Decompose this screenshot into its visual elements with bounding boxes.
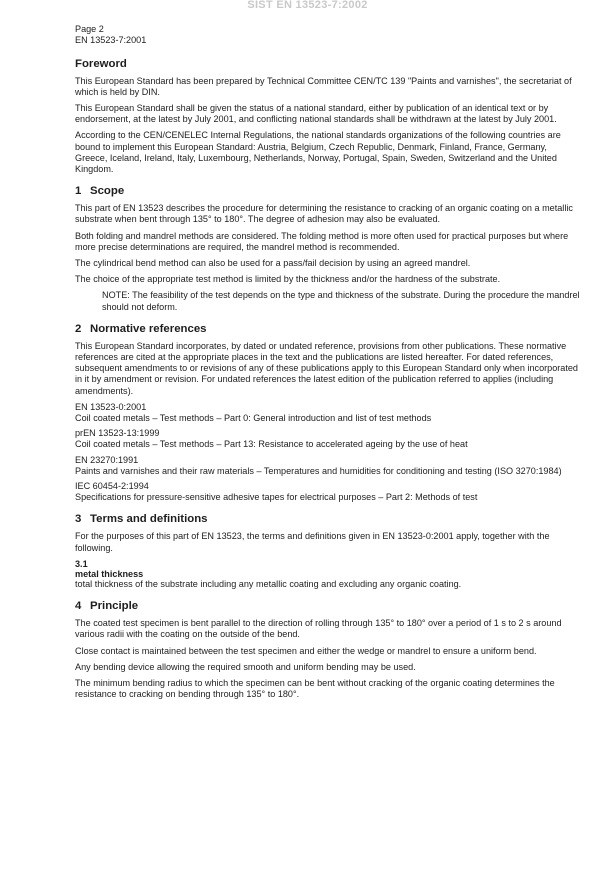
reference-item <box>75 481 580 503</box>
section-number: 4 <box>75 600 82 613</box>
reference-item <box>75 455 580 477</box>
foreword-paragraph: According to the CEN/CENELEC Internal Regulations, the national standards organizations of the following countries are bound to implement this European Standard: Austria, Belgium, Czech Republic, Denmark, Finland, France, Germany, Greece, Iceland, Ireland, Italy, Luxembourg, Netherlands, Norway, Portugal, Spain, Sweden, Switzerland and the United Kingdom. <box>75 130 561 175</box>
scope-paragraph: The cylindrical bend method can also be used for a pass/fail decision by using an agreed mandrel. <box>75 258 471 269</box>
page-header <box>75 24 580 46</box>
reference-title: Paints and varnishes and their raw materials – Temperatures and humidities for conditioning and testing (ISO 3270:1984) <box>75 465 562 476</box>
document-id: EN 13523-7:2001 <box>75 34 147 45</box>
normative-references-section <box>75 323 580 504</box>
reference-item <box>75 402 580 424</box>
reference-id: IEC 60454-2:1994 <box>75 481 149 492</box>
scope-paragraph: This part of EN 13523 describes the procedure for determining the resistance to cracking of an organic coating on a metallic substrate when bent through 135° to 180°. The degree of adhesion may also be evaluated. <box>75 203 573 225</box>
reference-title: Coil coated metals – Test methods – Part 13: Resistance to accelerated ageing by the use of heat <box>75 439 468 450</box>
principle-paragraph: The minimum bending radius to which the specimen can be bent without cracking of the organic coating determines the resistance to cracking on bending through 135° to 180°. <box>75 677 555 700</box>
document-page <box>75 24 580 710</box>
reference-id: EN 13523-0:2001 <box>75 401 147 412</box>
normative-intro: This European Standard incorporates, by dated or undated reference, provisions from other publications. These normative references are cited at the appropriate places in the text and the publications are listed hereafter. For dated references, subsequent amendments to or revisions of any of these publications apply to this European Standard only when incorporated in it by amendment or revision. For undated references the latest edition of the publication referred to applies (including amendments). <box>75 340 578 396</box>
scope-section <box>75 185 580 313</box>
reference-id: prEN 13523-13:1999 <box>75 428 160 439</box>
terms-heading <box>75 513 580 526</box>
term-number: 3.1 <box>75 558 88 569</box>
term-name: metal thickness <box>75 568 144 579</box>
section-title: Terms and definitions <box>90 513 208 526</box>
principle-section <box>75 600 580 700</box>
foreword-paragraph: This European Standard shall be given the status of a national standard, either by publication of an identical text or by endorsement, at the latest by July 2001, and conflicting national standards shall be withdrawn at the latest by July 2001. <box>75 103 557 125</box>
terms-intro: For the purposes of this part of EN 13523, the terms and definitions given in EN 13523-0:2001 apply, together with the following. <box>75 531 550 553</box>
page-number: Page 2 <box>75 24 104 34</box>
reference-title: Coil coated metals – Test methods – Part 0: General introduction and list of test methods <box>75 413 432 424</box>
reference-title: Specifications for pressure-sensitive adhesive tapes for electrical purposes – Part 2: Methods of test <box>75 492 478 503</box>
term-definition: total thickness of the substrate including any metallic coating and excluding any organic coating. <box>75 578 462 589</box>
principle-paragraph: Close contact is maintained between the test specimen and either the wedge or mandrel to ensure a uniform bend. <box>75 645 537 656</box>
reference-id: EN 23270:1991 <box>75 454 139 465</box>
section-title: Principle <box>90 600 139 613</box>
reference-item <box>75 428 580 450</box>
scope-paragraph: The choice of the appropriate test method is limited by the thickness and/or the hardness of the substrate. <box>75 274 501 285</box>
scope-paragraph: Both folding and mandrel methods are considered. The folding method is more often used for practical purposes but where more precise determinations are required, the mandrel method is recommended. <box>75 230 569 252</box>
principle-paragraph: Any bending device allowing the required smooth and uniform bending may be used. <box>75 661 416 672</box>
normative-heading <box>75 323 580 336</box>
section-number: 1 <box>75 185 82 198</box>
watermark: SIST EN 13523-7:2002 <box>247 0 368 11</box>
section-number: 3 <box>75 513 82 526</box>
foreword-paragraph: This European Standard has been prepared by Technical Committee CEN/TC 139 "Paints and varnishes", the secretariat of which is held by DIN. <box>75 75 572 97</box>
scope-heading <box>75 185 580 198</box>
principle-paragraph: The coated test specimen is bent parallel to the direction of rolling through 135° to 180° over a period of 1 s to 2 s around various radii with the coating on the outside of the bend. <box>75 618 562 640</box>
term-entry <box>75 559 580 590</box>
principle-heading <box>75 600 580 613</box>
terms-section <box>75 513 580 590</box>
scope-note: NOTE: The feasibility of the test depends on the type and thickness of the substrate. During the procedure the mandrel should not deform. <box>102 290 580 312</box>
section-number: 2 <box>75 322 82 335</box>
section-title: Scope <box>90 185 125 198</box>
section-title: Normative references <box>90 322 207 335</box>
foreword-heading: Foreword <box>75 57 127 70</box>
foreword-section <box>75 58 580 176</box>
